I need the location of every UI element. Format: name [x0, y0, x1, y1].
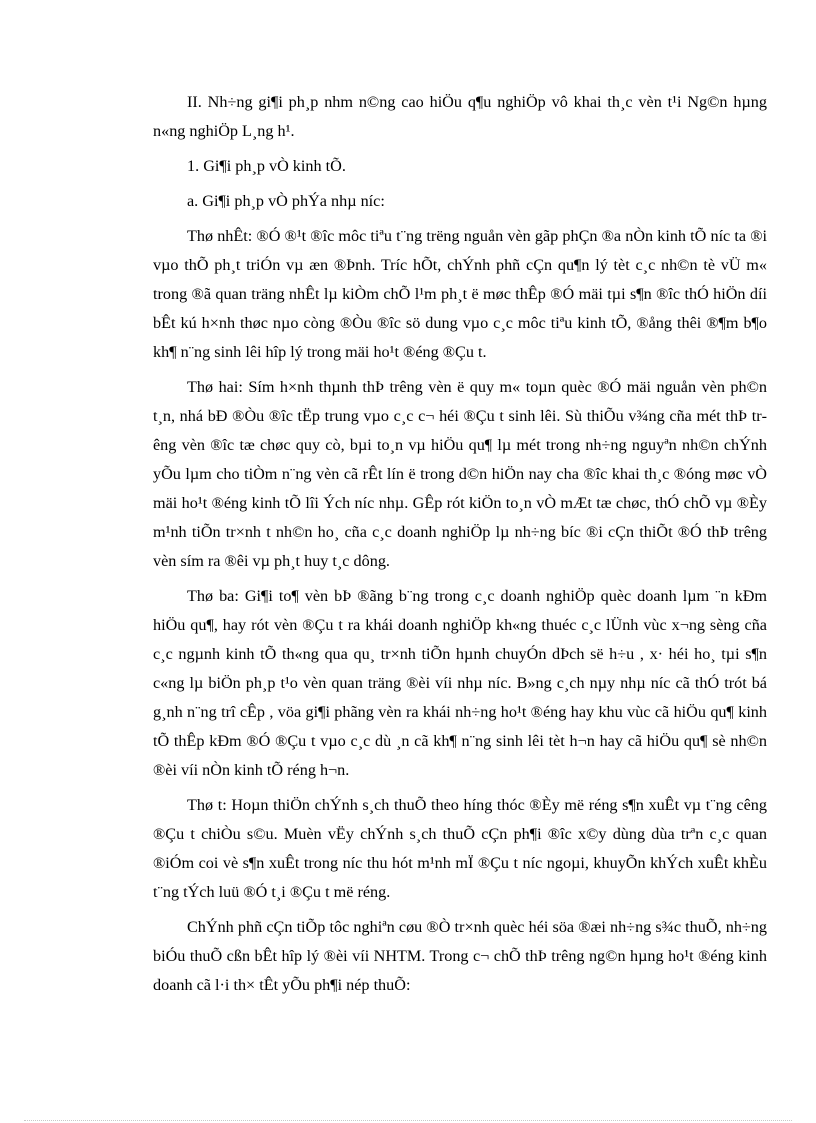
paragraph-first: Thø nhÊt: ®Ó ®¹t ®îc môc tiªu t¨ng trëng nguån vèn gãp phÇn ®a nÒn kinh tÕ níc ta ®i vµo thÕ ph¸t triÓn vµ æn ®Þnh. Tríc hÕt, chÝnh phñ cÇn qu¶n lý tèt c¸c nh©n tè vÜ m« trong ®ã quan träng nhÊt lµ kiÒm chÕ l¹m ph¸t ë møc thÊp ®Ó mäi tµi s¶n ®îc thÓ hiÖn díi bÊt kú h×nh thøc nµo còng ®Òu ®îc sö dung vµo c¸c môc tiªu kinh tÕ, ®ång thêi ®¶m b¶o kh¶ n¨ng sinh lêi hîp lý trong mäi ho¹t ®éng ®Çu t. — [153, 227, 767, 361]
subsection-heading: 1. Gi¶i ph¸p vÒ kinh tÕ. — [187, 157, 346, 175]
paragraph-second: Thø hai: Sím h×nh thµnh thÞ trêng vèn ë quy m« toµn quèc ®Ó mäi nguån vèn ph©n t¸n, nhá bÐ ®Òu ®îc tËp trung vµo c¸c c¬ héi ®Çu t sinh lêi. Sù thiÕu v¾ng cña mét thÞ trêng vèn ®îc tæ chøc quy cò, bµi to¸n vµ hiÖu qu¶ lµ mét trong nh÷ng nguyªn nh©n chÝnh yÕu lµm cho tiÒm n¨ng vèn cã rÊt lín ë trong d©n hiÖn nay cha ®îc khai th¸c ®óng møc vÒ mäi ho¹t ®éng kinh tÕ lîi Ých níc nhµ. GÊp rót kiÖn to¸n vÒ mÆt tæ chøc, thÓ chÕ vµ ®Èy m¹nh tiÕn tr×nh t nh©n ho¸ cña c¸c doanh nghiÖp lµ nh÷ng bíc ®i cÇn thiÕt ®Ó thÞ trêng vèn sím ra ®êi vµ ph¸t huy t¸c dông. — [153, 378, 767, 570]
document-body — [153, 88, 767, 1000]
paragraph-fourth: Thø t: Hoµn thiÖn chÝnh s¸ch thuÕ theo híng thóc ®Èy më réng s¶n xuÊt vµ t¨ng cêng ®Çu t chiÒu s©u. Muèn vËy chÝnh s¸ch thuÕ cÇn ph¶i ®îc x©y dùng dùa trªn c¸c quan ®iÓm coi vè s¶n xuÊt trong níc thu hót m¹nh mÏ ®Çu t níc ngoµi, khuyÕn khÝch xuÊt khÈu t¨ng tÝch luü ®Ó t¸i ®Çu t më réng. — [153, 796, 767, 901]
paragraph-government: ChÝnh phñ cÇn tiÕp tôc nghiªn cøu ®Ò tr×nh quèc héi söa ®æi nh÷ng s¾c thuÕ, nh÷ng biÓu thuÕ cßn bÊt hîp lý ®èi víi NHTM. Trong c¬ chÕ thÞ trêng ng©n hµng ho¹t ®éng kinh doanh cã l·i th× tÊt yÕu ph¶i nép thuÕ: — [153, 918, 767, 994]
section-heading: II. Nh÷ng gi¶i ph¸p nhm n©ng cao hiÖu q¶u nghiÖp vô khai th¸c vèn t¹i Ng©n hµng n«ng nghiÖp L¸ng h¹. — [153, 93, 767, 140]
subsubsection-heading: a. Gi¶i ph¸p vÒ phÝa nhµ níc: — [187, 192, 385, 210]
page-bottom-divider — [24, 1120, 792, 1121]
paragraph-third: Thø ba: Gi¶i to¶ vèn bÞ ®ãng b¨ng trong c¸c doanh nghiÖp quèc doanh lµm ¨n kÐm hiÖu qu¶, hay rót vèn ®Çu t ra khái doanh nghiÖp kh«ng thuéc c¸c lÜnh vùc x¬ng sèng cña c¸c ngµnh kinh tÕ th«ng qua qu¸ tr×nh tiÕn hµnh chuyÓn dÞch së h÷u , x· héi ho¸ tµi s¶n c«ng lµ biÖn ph¸p t¹o vèn quan träng ®èi víi nhµ níc. B»ng c¸ch nµy nhµ níc cã thÓ trót bá g¸nh n¨ng trî cÊp , vöa gi¶i phãng vèn ra khái nh÷ng ho¹t ®éng hay khu vùc cã hiÖu qu¶ kinh tÕ thÊp kÐm ®Ó ®Çu t vµo c¸c dù ¸n cã kh¶ n¨ng sinh lêi tèt h¬n hay cã hiÖu qu¶ sè nh©n ®èi víi nÒn kinh tÕ réng h¬n. — [153, 587, 767, 779]
